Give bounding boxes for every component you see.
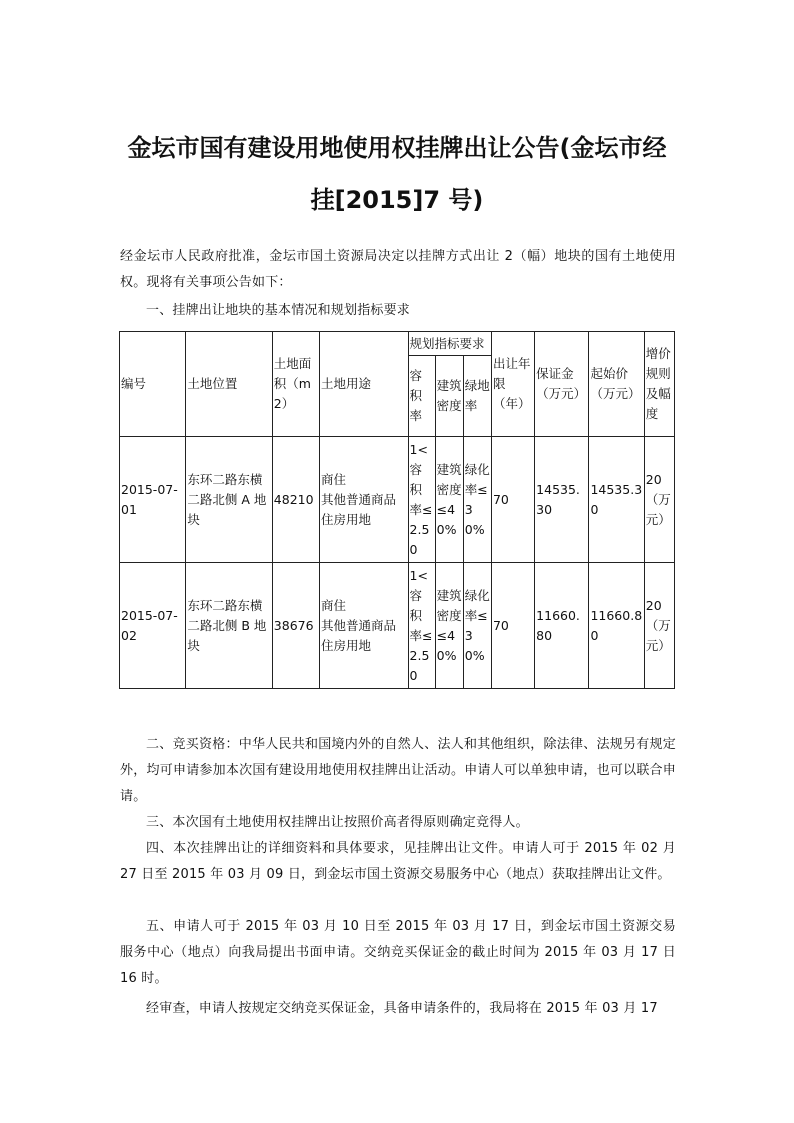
- header-green: 绿地率: [463, 356, 491, 437]
- cell-use-category: 商住: [321, 597, 347, 613]
- cell-no: 2015-07-01: [120, 437, 186, 563]
- section3-paragraph: 三、本次国有土地使用权挂牌出让按照价高者得原则确定竞得人。: [146, 815, 529, 830]
- cell-use: [320, 563, 408, 689]
- cell-no: 2015-07-02: [120, 563, 186, 689]
- header-far: 容积率: [408, 356, 435, 437]
- cell-deposit: 11660.80: [535, 563, 589, 689]
- table-row: [120, 437, 675, 563]
- header-term: 出让年限（年）: [491, 332, 534, 437]
- intro-paragraph: 经金坛市人民政府批准，金坛市国土资源局决定以挂牌方式出让 2（幅）地块的国有土地使用权。现将有关事项公告如下：: [120, 249, 676, 290]
- header-deposit: 保证金（万元）: [535, 332, 589, 437]
- header-start-price: 起始价（万元）: [589, 332, 644, 437]
- cell-use-category: 商住: [321, 471, 347, 487]
- section6-paragraph: 经审查，申请人按规定交纳竞买保证金，具备申请条件的，我局将在 2015 年 03 月 17: [146, 1001, 658, 1016]
- cell-use-detail: 其他普通商品住房用地: [321, 491, 397, 527]
- header-planning: 规划指标要求: [408, 332, 491, 356]
- cell-area: 38676: [272, 563, 319, 689]
- cell-green: 绿化率≤30%: [463, 563, 491, 689]
- cell-increment: 20（万元）: [644, 563, 674, 689]
- cell-far: 1<容积率≤2.50: [408, 563, 435, 689]
- cell-density: 建筑密度≤40%: [435, 563, 463, 689]
- cell-location: 东环二路东横二路北侧 A 地块: [186, 437, 272, 563]
- header-increment: 增价规则及幅度: [644, 332, 674, 437]
- header-density: 建筑密度: [435, 356, 463, 437]
- land-lots-table: [119, 331, 675, 689]
- cell-area: 48210: [272, 437, 319, 563]
- cell-green: 绿化率≤30%: [463, 437, 491, 563]
- header-no: 编号: [120, 332, 186, 437]
- section2-paragraph: 二、竞买资格：中华人民共和国境内外的自然人、法人和其他组织，除法律、法规另有规定外，均可申请参加本次国有建设用地使用权挂牌出让活动。申请人可以单独申请，也可以联合申请。: [120, 737, 676, 804]
- header-use: 土地用途: [320, 332, 408, 437]
- cell-density: 建筑密度≤40%: [435, 437, 463, 563]
- section1-heading: 一、挂牌出让地块的基本情况和规划指标要求: [146, 303, 411, 318]
- cell-term: 70: [491, 437, 534, 563]
- cell-deposit: 14535.30: [535, 437, 589, 563]
- header-area: 土地面积（m2）: [272, 332, 319, 437]
- cell-use: [320, 437, 408, 563]
- cell-far: 1<容积率≤2.50: [408, 437, 435, 563]
- document-title-line1: 金坛市国有建设用地使用权挂牌出让公告(金坛市经: [127, 134, 667, 162]
- table-header-row: [120, 332, 675, 356]
- cell-start-price: 11660.80: [589, 563, 644, 689]
- cell-term: 70: [491, 563, 534, 689]
- cell-increment: 20（万元）: [644, 437, 674, 563]
- section5-paragraph: 五、申请人可于 2015 年 03 月 10 日至 2015 年 03 月 17 日，到金坛市国土资源交易服务中心（地点）向我局提出书面申请。交纳竞买保证金的截止时间为 2015 年 03 月 17 日 16 时。: [120, 919, 676, 986]
- cell-start-price: 14535.30: [589, 437, 644, 563]
- header-location: 土地位置: [186, 332, 272, 437]
- table-row: [120, 563, 675, 689]
- document-title-line2: 挂[2015]7 号): [310, 186, 484, 214]
- cell-use-detail: 其他普通商品住房用地: [321, 617, 397, 653]
- cell-location: 东环二路东横二路北侧 B 地块: [186, 563, 272, 689]
- section4-paragraph: 四、本次挂牌出让的详细资料和具体要求，见挂牌出让文件。申请人可于 2015 年 02 月 27 日至 2015 年 03 月 09 日，到金坛市国土资源交易服务中心（地点）获取挂牌出让文件。: [120, 841, 676, 882]
